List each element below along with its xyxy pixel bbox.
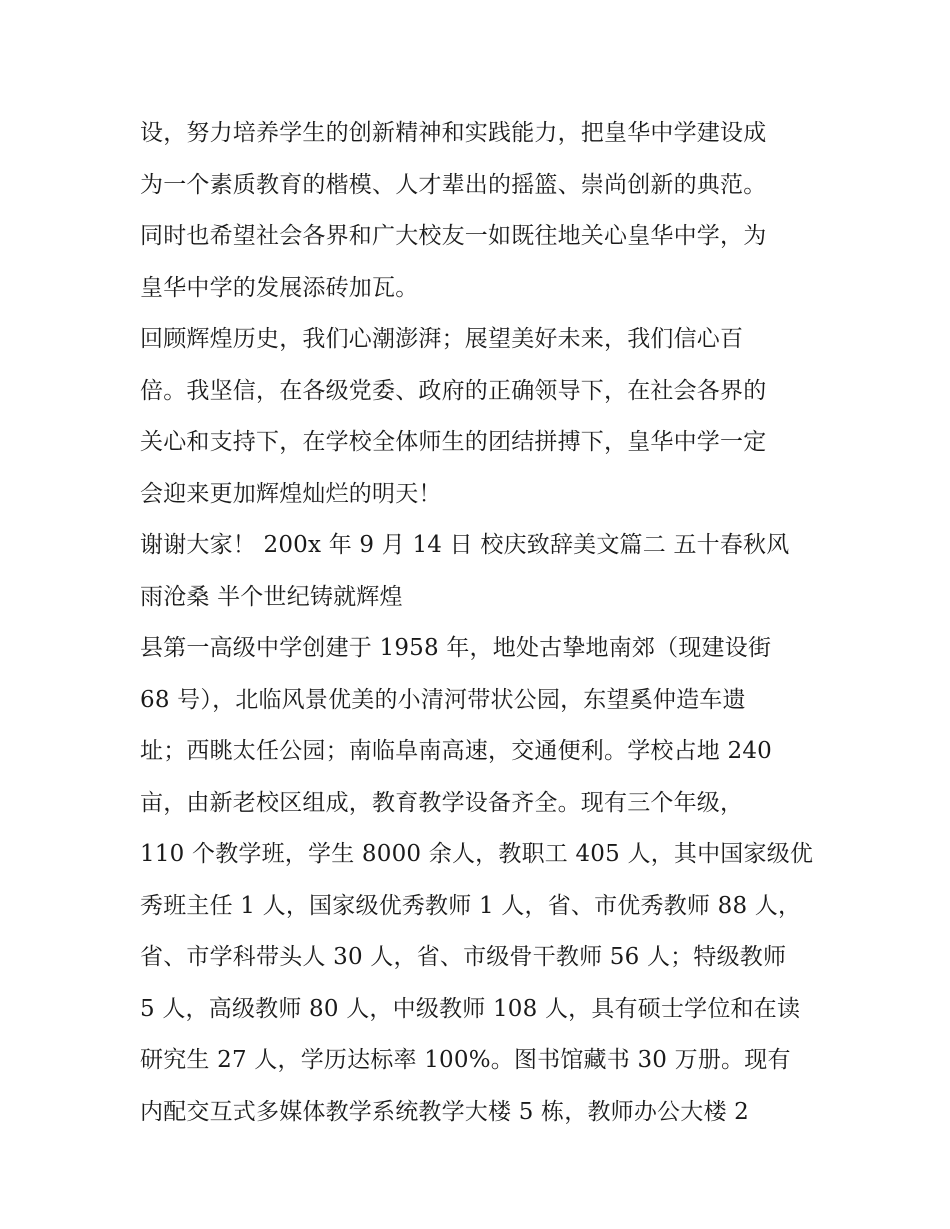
text-line: 省、市学科带头人 30 人，省、市级骨干教师 56 人；特级教师 (140, 944, 787, 970)
text-line: 110 个教学班，学生 8000 余人，教职工 405 人，其中国家级优 (140, 841, 814, 867)
text-line: 关心和支持下，在学校全体师生的团结拼搏下，皇华中学一定 (140, 429, 767, 455)
text-line: 雨沧桑 半个世纪铸就辉煌 (140, 583, 403, 610)
text-line: 同时也希望社会各界和广大校友一如既往地关心皇华中学，为 (140, 223, 767, 249)
body-text (140, 108, 840, 1138)
text-line: 县第一高级中学创建于 1958 年，地处古挚地南郊（现建设街 (140, 635, 772, 661)
text-line: 址；西眺太任公园；南临阜南高速，交通便利。学校占地 240 (140, 738, 773, 764)
text-line: 倍。我坚信，在各级党委、政府的正确领导下，在社会各界的 (140, 377, 767, 404)
text-line: 设，努力培养学生的创新精神和实践能力，把皇华中学建设成 (140, 120, 767, 146)
text-line: 研究生 27 人，学历达标率 100%。图书馆藏书 30 万册。现有 (140, 1047, 791, 1073)
text-line: 皇华中学的发展添砖加瓦。 (140, 274, 419, 301)
text-line: 会迎来更加辉煌灿烂的明天！ (140, 480, 442, 507)
text-line: 内配交互式多媒体教学系统教学大楼 5 栋，教师办公大楼 2 (140, 1098, 749, 1125)
text-line: 谢谢大家！ 200x 年 9 月 14 日 校庆致辞美文篇二 五十春秋风 (140, 532, 790, 558)
text-line: 5 人，高级教师 80 人，中级教师 108 人，具有硕士学位和在读 (140, 995, 801, 1022)
text-line: 68 号），北临风景优美的小清河带状公园，东望奚仲造车遗 (140, 686, 746, 713)
text-line: 亩，由新老校区组成，教育教学设备齐全。现有三个年级， (140, 789, 744, 816)
text-line: 为一个素质教育的楷模、人才辈出的摇篮、崇尚创新的典范。 (140, 171, 767, 198)
text-line: 回顾辉煌历史，我们心潮澎湃；展望美好未来，我们信心百 (140, 326, 744, 352)
text-line: 秀班主任 1 人，国家级优秀教师 1 人，省、市优秀教师 88 人， (140, 892, 802, 919)
